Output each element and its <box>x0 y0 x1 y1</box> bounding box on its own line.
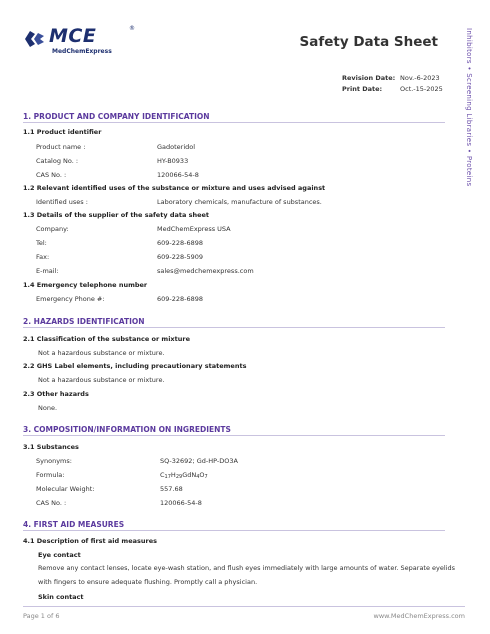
catalog-value: HY-B0933 <box>157 157 189 165</box>
footer-divider <box>23 606 465 607</box>
synonyms-label: Synonyms: <box>36 457 72 465</box>
product-name-label: Product name : <box>36 143 86 151</box>
subsection-4-1: 4.1 Description of first aid measures <box>23 537 157 545</box>
logo-text: MCE <box>49 25 97 47</box>
section-divider <box>23 122 445 123</box>
subsection-1-1: 1.1 Product identifier <box>23 128 102 136</box>
eye-contact-heading: Eye contact <box>38 551 81 559</box>
eye-contact-text: Remove any contact lenses, locate eye-wash station, and flush eyes immediately with large amounts of water. Separate eyelids with fingers to ensure adequate flushing. Promptly call a physician. <box>38 564 456 586</box>
section-divider <box>23 435 445 436</box>
email-label: E-mail: <box>36 267 59 275</box>
tel-value: 609-228-6898 <box>157 239 204 247</box>
logo-subtext: MedChemExpress <box>52 48 112 55</box>
revision-date-row <box>342 74 452 83</box>
revision-date-label: Revision Date: <box>342 74 396 82</box>
cas-value: 120066-54-8 <box>157 171 199 179</box>
sidebar-tagline <box>462 28 476 208</box>
email-link[interactable]: sales@medchemexpress.com <box>157 267 254 275</box>
skin-contact-heading: Skin contact <box>38 593 84 601</box>
company-value: MedChemExpress USA <box>157 225 231 233</box>
molecular-weight-label: Molecular Weight: <box>36 485 95 493</box>
product-name-value: Gadoteridol <box>157 143 196 151</box>
subsection-1-3: 1.3 Details of the supplier of the safety data sheet <box>23 211 210 219</box>
molecular-weight-value: 557.68 <box>160 485 183 493</box>
identified-uses-value: Laboratory chemicals, manufacture of substances. <box>157 198 322 206</box>
subsection-2-2-text: Not a hazardous substance or mixture. <box>38 376 165 384</box>
logo-mark-icon <box>23 30 45 48</box>
section-1-title: 1. PRODUCT AND COMPANY IDENTIFICATION <box>23 112 210 121</box>
formula-label: Formula: <box>36 471 65 479</box>
page-title: Safety Data Sheet <box>299 34 438 50</box>
emergency-phone-value: 609-228-6898 <box>157 295 204 303</box>
company-label: Company: <box>36 225 69 233</box>
subsection-2-2: 2.2 GHS Label elements, including precautionary statements <box>23 362 247 370</box>
section-2-title: 2. HAZARDS IDENTIFICATION <box>23 317 145 326</box>
section-divider <box>23 327 445 328</box>
identified-uses-label: Identified uses : <box>36 198 88 206</box>
synonyms-value: SQ-32692; Gd-HP-DO3A <box>160 457 238 465</box>
registered-mark: ® <box>129 25 135 32</box>
formula-value: $C_{17}H_{29}GdN_4O_7$ <box>160 471 208 480</box>
subsection-2-1-text: Not a hazardous substance or mixture. <box>38 349 165 357</box>
print-date-value: Oct.-15-2025 <box>400 85 443 93</box>
page-number: Page 1 of 6 <box>23 612 60 620</box>
subsection-2-1: 2.1 Classification of the substance or mixture <box>23 335 190 343</box>
sidebar-tagline-text: Inhibitors • Screening Libraries • Proteins <box>465 28 473 187</box>
cas-label: CAS No. : <box>36 499 67 507</box>
revision-date-value: Nov.-6-2023 <box>400 74 440 82</box>
subsection-2-3: 2.3 Other hazards <box>23 390 89 398</box>
section-4-title: 4. FIRST AID MEASURES <box>23 520 125 529</box>
section-divider <box>23 530 445 531</box>
print-date-row <box>342 85 452 94</box>
subsection-2-3-text: None. <box>38 404 58 412</box>
fax-value: 609-228-5909 <box>157 253 204 261</box>
catalog-label: Catalog No. : <box>36 157 79 165</box>
website-link[interactable]: www.MedChemExpress.com <box>373 612 465 620</box>
cas-value: 120066-54-8 <box>160 499 202 507</box>
emergency-phone-label: Emergency Phone #: <box>36 295 105 303</box>
subsection-3-1: 3.1 Substances <box>23 443 79 451</box>
subsection-1-2: 1.2 Relevant identified uses of the substance or mixture and uses advised against <box>23 184 326 192</box>
fax-label: Fax: <box>36 253 50 261</box>
cas-label: CAS No. : <box>36 171 67 179</box>
print-date-label: Print Date: <box>342 85 383 93</box>
mce-logo <box>23 22 135 55</box>
tel-label: Tel: <box>36 239 47 247</box>
section-3-title: 3. COMPOSITION/INFORMATION ON INGREDIENTS <box>23 425 231 434</box>
subsection-1-4: 1.4 Emergency telephone number <box>23 281 148 289</box>
